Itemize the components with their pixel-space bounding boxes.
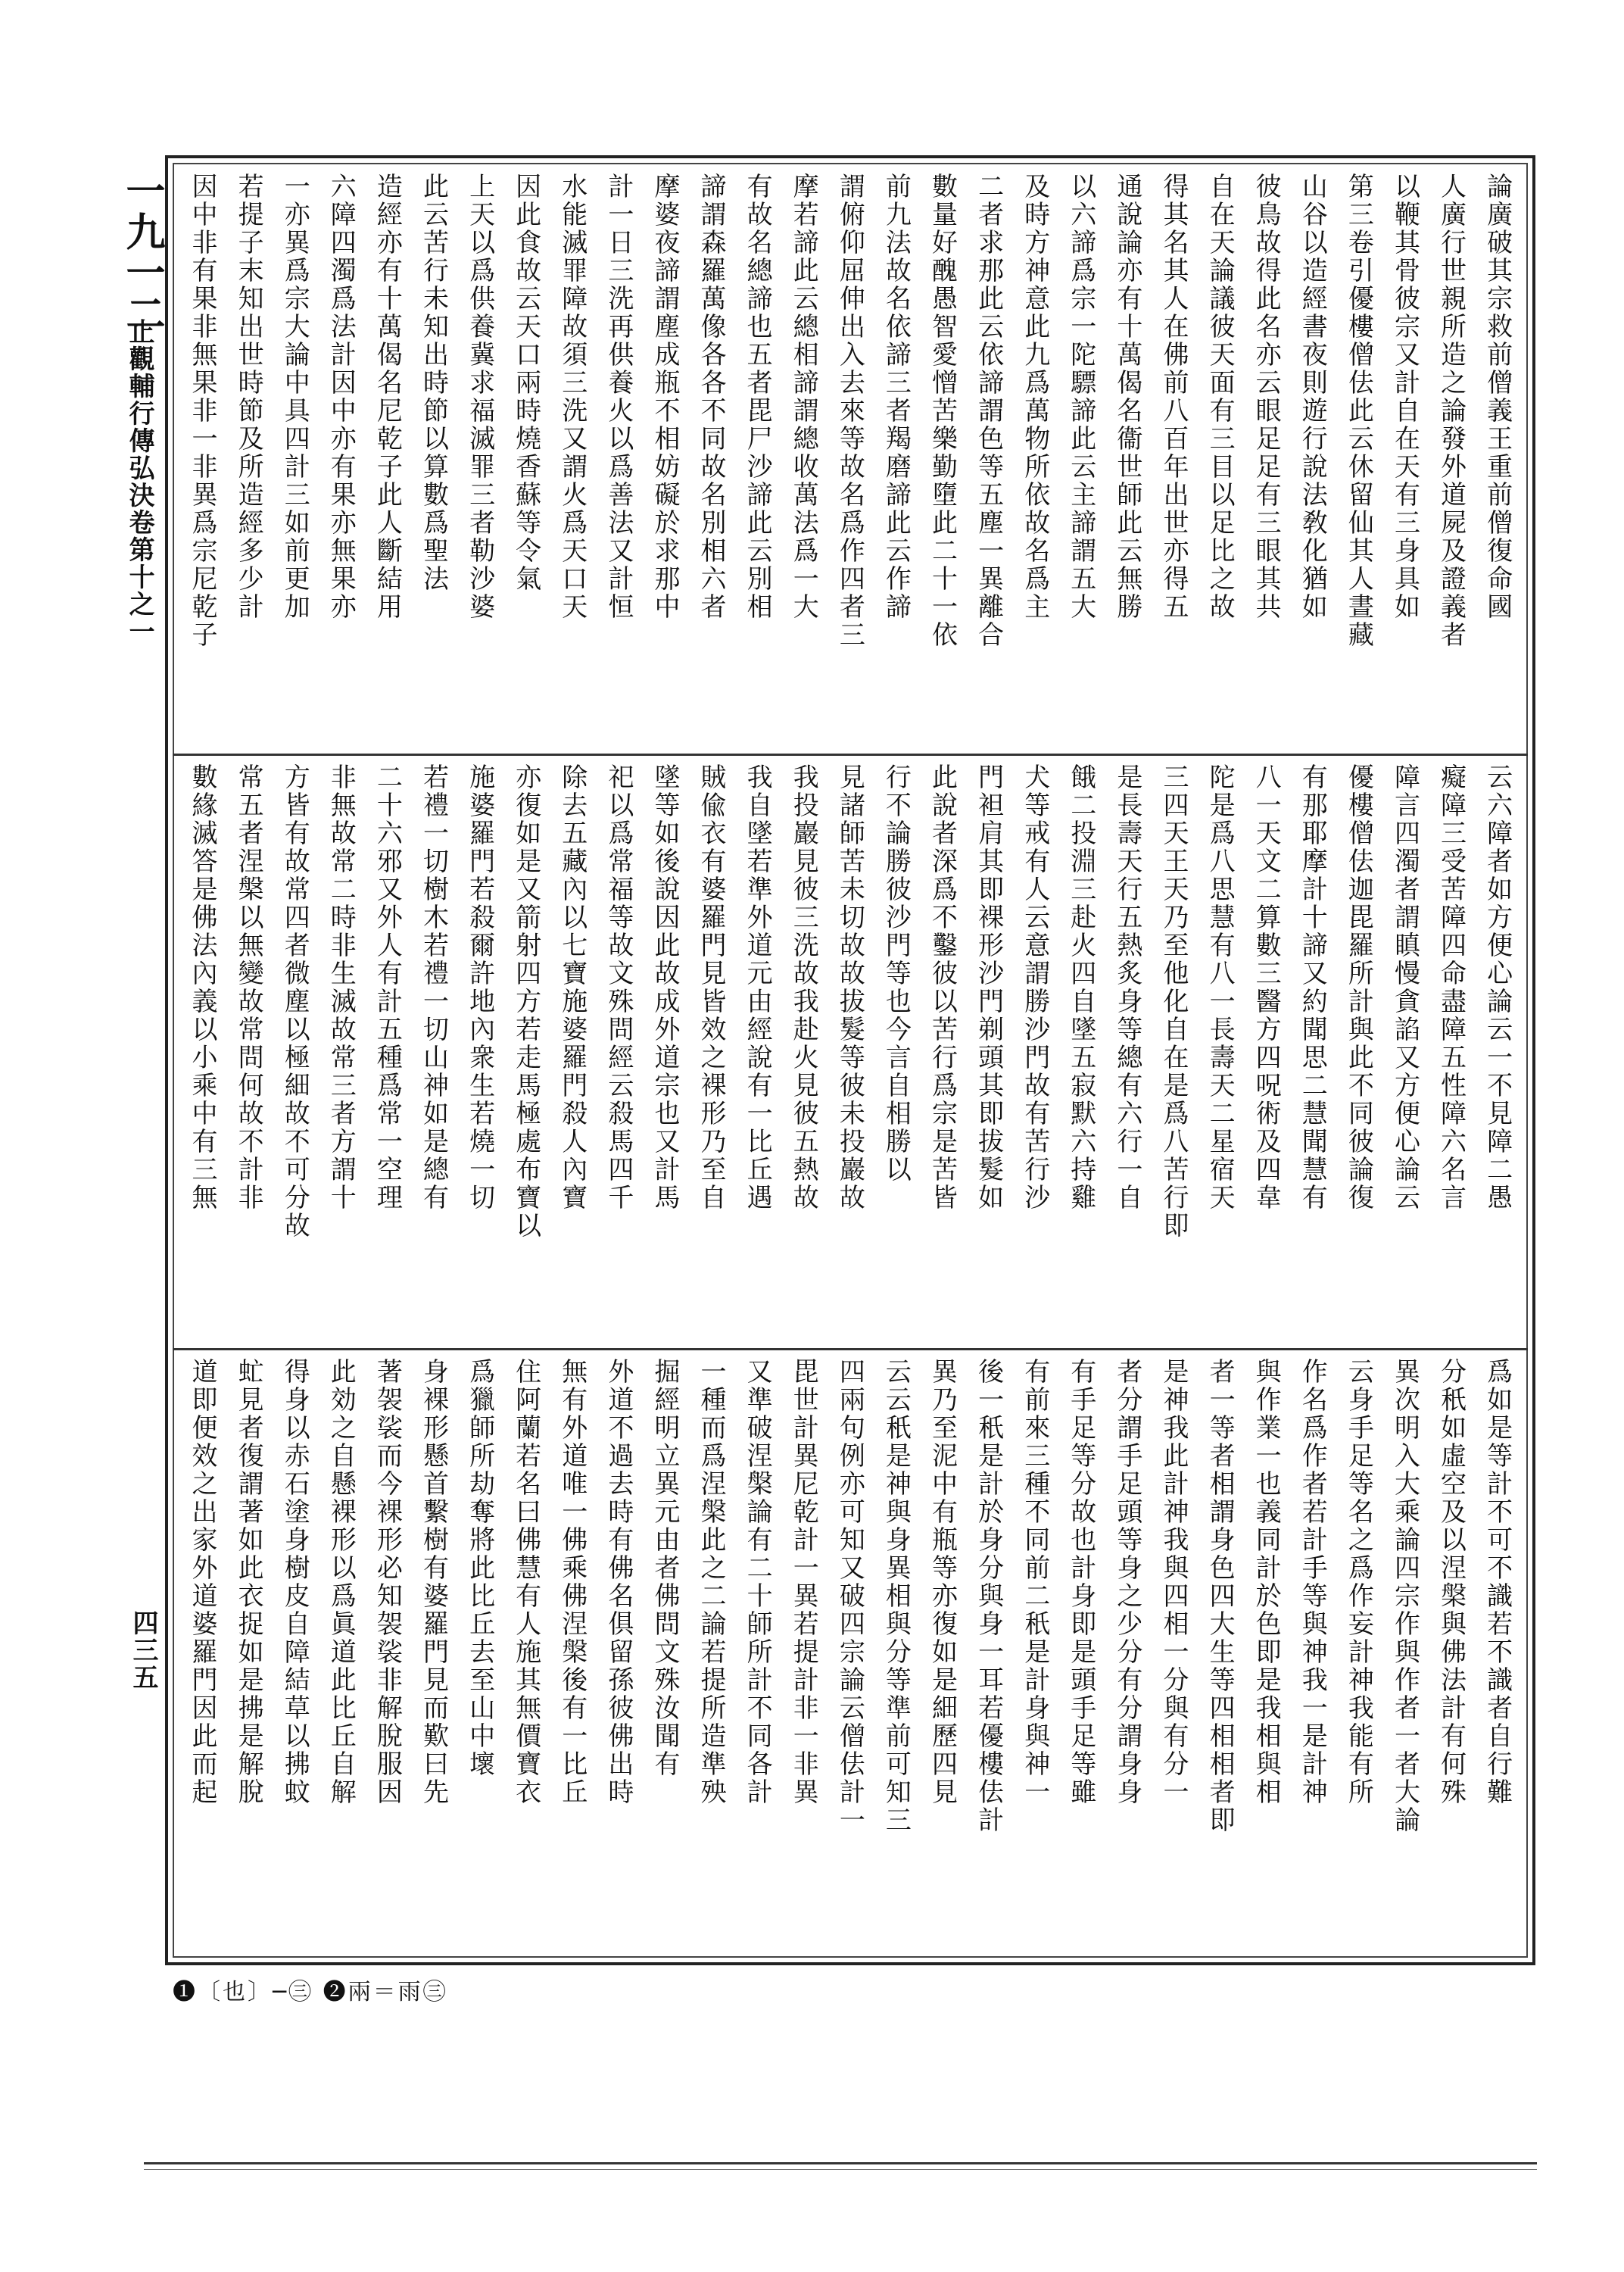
text-column: 四兩句例亦可知又破四宗論云僧佉計一	[834, 1358, 865, 1834]
text-column: 掘經明立異元由者佛問文殊汝聞有	[649, 1358, 680, 1778]
text-column: 見諸師苦未切故故拔髮等彼未投巖故	[834, 763, 865, 1212]
text-column: 一亦異爲宗大論中具四計三如前更加	[279, 173, 310, 621]
text-column: 與作業一也義同計於色即是我相與相	[1251, 1358, 1282, 1806]
text-column: 二十六邪又外人有計五種爲常一空理	[372, 763, 403, 1212]
text-column: 此云苦行未知出時節以算數爲聖法	[418, 173, 449, 593]
text-column: 亦復如是又箭射四方若走馬極處布寶以	[510, 763, 541, 1240]
text-column: 後一秖是計於身分與身一耳若優樓佉計	[973, 1358, 1004, 1834]
text-column: 者分謂手足頭等身之少分有分謂身身	[1111, 1358, 1142, 1806]
text-column: 優樓僧佉迦毘羅所計與此不同彼論復	[1343, 763, 1374, 1212]
text-column: 又準破涅槃論有二十師所計不同各計	[742, 1358, 773, 1806]
text-column: 異次明入大乘論四宗作與作者一者大論	[1389, 1358, 1420, 1834]
text-column: 若禮一切樹木若禮一切山神如是總有	[418, 763, 449, 1212]
text-column: 因中非有果非無果非一非異爲宗尼乾子	[187, 173, 217, 649]
text-column: 前九法故名依諦三者羯磨諦此云作諦	[881, 173, 912, 621]
text-column: 者一等者相謂身色四大生等四相相者即	[1205, 1358, 1236, 1834]
text-column: 除去五藏內以七寶施婆羅門殺人內寶	[556, 763, 588, 1212]
text-column: 非無故常二時非生滅故常三者方謂十	[326, 763, 357, 1212]
text-column: 以鞭其骨彼宗又計自在天有三身具如	[1389, 173, 1420, 621]
text-column: 是長壽天行五熱炙身等總有六行一自	[1111, 763, 1142, 1212]
register-divider	[173, 754, 1528, 756]
text-column: 此効之自懸裸形以爲眞道此比丘自解	[326, 1358, 357, 1806]
text-column: 六障四濁爲法計因中亦有果亦無果亦	[326, 173, 357, 621]
text-column: 方皆有故常四者微塵以極細故不可分故	[279, 763, 310, 1240]
text-column: 無有外道唯一佛乘佛涅槃後有一比丘	[556, 1358, 588, 1806]
leaf-number: 四三五	[128, 1609, 158, 1691]
text-column: 道即便效之出家外道婆羅門因此而起	[187, 1358, 217, 1806]
text-column: 水能滅罪障故須三洗又謂火爲天口天	[556, 173, 588, 621]
text-column: 餓二投淵三赴火四自墜五寂默六持雞	[1065, 763, 1096, 1212]
text-column: 彼鳥故得此名亦云眼足足有三眼其共	[1251, 173, 1282, 621]
text-column: 有手足等分故也計身即是頭手足等雖	[1065, 1358, 1096, 1806]
text-column: 身裸形懸首繫樹有婆羅門見而歎曰先	[418, 1358, 449, 1806]
text-column: 及時方神意此九爲萬物所依故名爲主	[1019, 173, 1050, 621]
text-register-upper	[185, 173, 1514, 744]
text-column: 我投巖見彼三洗故我赴火見彼五熱故	[788, 763, 819, 1212]
text-column: 二者求那此云依諦謂色等五塵一異離合	[973, 173, 1004, 649]
text-column: 若提子末知出世時節及所造經多少計	[233, 173, 264, 621]
text-column: 通說論亦有十萬偈名衞世師此云無勝	[1111, 173, 1142, 621]
text-column: 墜等如後說因此故成外道宗也又計馬	[649, 763, 680, 1212]
text-column: 云六障者如方便心論云一不見障二愚	[1482, 763, 1513, 1212]
text-column: 有故名總諦也五者毘尸沙諦此云別相	[742, 173, 773, 621]
text-column: 摩若諦此云總相諦謂總收萬法爲一大	[788, 173, 819, 621]
text-column: 摩婆夜諦謂塵成瓶不相妨礙於求那中	[649, 173, 680, 621]
text-column: 三四天王天乃至他化自在是爲八苦行即	[1158, 763, 1189, 1240]
text-column: 虻見者復謂著如此衣捉如是拂是解脫	[233, 1358, 264, 1806]
running-title: 止觀輔行傳弘決卷第十之一	[124, 318, 154, 645]
text-column: 云身手足等名之爲作妄計神我能有所	[1343, 1358, 1374, 1806]
text-column: 施婆羅門若殺爾許地內衆生若燒一切	[464, 763, 495, 1212]
text-column: 外道不過去時有佛名俱留孫彼佛出時	[603, 1358, 634, 1806]
text-column: 數緣滅答是佛法內義以小乘中有三無	[187, 763, 217, 1212]
text-column: 得其名其人在佛前八百年出世亦得五	[1158, 173, 1189, 621]
text-column: 毘世計異尼乾計一異若提計非一非異	[788, 1358, 819, 1806]
text-column: 以六諦爲宗一陀驃諦此云主諦謂五大	[1065, 173, 1096, 621]
text-column: 陀是爲八思慧有八一長壽天二星宿天	[1205, 763, 1236, 1212]
text-column: 我自墜若準外道元由經說有一比丘遇	[742, 763, 773, 1212]
text-column: 爲如是等計不可不識若不識者自行難	[1482, 1358, 1513, 1806]
text-column: 一種而爲涅槃此之二論若提所造準殃	[696, 1358, 727, 1806]
text-column: 癡障三受苦障四命盡障五性障六名言	[1435, 763, 1467, 1212]
text-column: 造經亦有十萬偈名尼乾子此人斷結用	[372, 173, 403, 621]
text-column: 諦謂森羅萬像各各不同故名別相六者	[696, 173, 727, 621]
text-column: 住阿蘭若名曰佛慧有人施其無價寶衣	[510, 1358, 541, 1806]
text-column: 自在天論議彼天面有三目以足比之故	[1205, 173, 1236, 621]
text-column: 山谷以造經書夜則遊行說法敎化猶如	[1297, 173, 1328, 621]
text-column: 犬等戒有人云意謂勝沙門故有苦行沙	[1019, 763, 1050, 1212]
text-column: 得身以赤石塗身樹皮自障結草以拂蚊	[279, 1358, 310, 1806]
text-column: 上天以爲供養冀求福滅罪三者勒沙婆	[464, 173, 495, 621]
text-column: 數量好醜愚智愛憎苦樂勤墮此二十一依	[927, 173, 958, 649]
text-column: 人廣行世親所造之論發外道屍及證義者	[1435, 173, 1467, 649]
text-column: 祀以爲常福等故文殊問經云殺馬四千	[603, 763, 634, 1212]
text-column: 異乃至泥中有瓶等亦復如是細歷四見	[927, 1358, 958, 1806]
text-column: 此說者深爲不鑿彼以苦行爲宗是苦皆	[927, 763, 958, 1212]
text-column: 云云秖是神與身異相與分等準前可知三	[881, 1358, 912, 1834]
text-column: 常五者涅槃以無變故常問何故不計非	[233, 763, 264, 1212]
text-column: 計一日三洗再供養火以爲善法又計恒	[603, 173, 634, 621]
text-column: 分秖如虛空及以涅槃與佛法計有何殊	[1435, 1358, 1467, 1806]
text-column: 作名爲作者若計手等與神我一是計神	[1297, 1358, 1328, 1806]
text-column: 有前來三種不同前二秖是計身與神一	[1019, 1358, 1050, 1806]
text-column: 謂俯仰屈伸出入去來等故名爲作四者三	[834, 173, 865, 649]
text-column: 賊偸衣有婆羅門見皆效之裸形乃至自	[696, 763, 727, 1212]
text-column: 爲獵師所劫奪將此比丘去至山中壞	[464, 1358, 495, 1778]
text-column: 著袈裟而今裸形必知袈裟非解脫服因	[372, 1358, 403, 1806]
text-register-lower	[185, 1358, 1514, 1937]
bottom-rule	[144, 2162, 1537, 2164]
text-column: 行不論勝彼沙門等也今言自相勝以	[881, 763, 912, 1184]
text-column: 因此食故云天口兩時燒香蘇等令氣	[510, 173, 541, 593]
bottom-rule-thin	[144, 2169, 1537, 2170]
text-column: 第三卷引優樓僧佉此云休留仙其人晝藏	[1343, 173, 1374, 649]
text-column: 論廣破其宗救前僧義王重前僧復命國	[1482, 173, 1513, 621]
text-column: 門袒肩其即裸形沙門剃頭其即拔髮如	[973, 763, 1004, 1212]
footnote: ❶〔也〕─㊂ ❷兩＝雨㊂	[173, 1979, 448, 2005]
text-column: 是神我此計神我與四相一分與有分一	[1158, 1358, 1189, 1806]
page-number: 一九一二	[119, 170, 165, 334]
text-column: 八一天文二算數三醫方四呪術及四韋	[1251, 763, 1282, 1212]
text-register-middle	[185, 763, 1514, 1339]
text-column: 有那耶摩計十諦又約聞思二慧聞慧有	[1297, 763, 1328, 1212]
register-divider	[173, 1348, 1528, 1350]
text-column: 障言四濁者謂瞋慢貪諂又方便心論云	[1389, 763, 1420, 1212]
